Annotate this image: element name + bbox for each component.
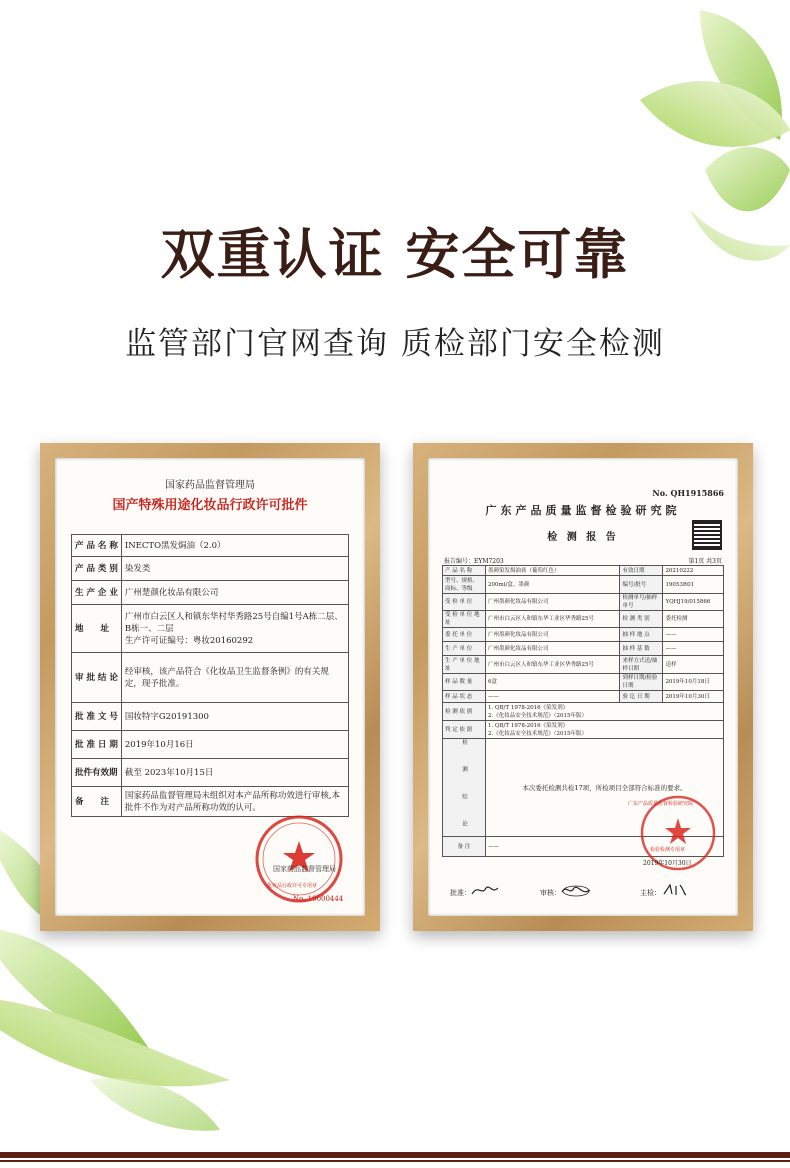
- page-title: 双重认证 安全可靠: [160, 222, 630, 286]
- table-row: [72, 605, 349, 653]
- bottom-divider-thin: [0, 1160, 790, 1162]
- cell: 墨颜染发焗油膏（葡萄红色）: [486, 566, 620, 576]
- page-count: 第1页 共3页: [688, 558, 722, 565]
- table-row: [443, 656, 724, 674]
- cell: 广州墨颜化妆品有限公司: [486, 642, 620, 656]
- row-key: 备 注: [72, 787, 122, 817]
- row-value: 广州楚颜化妆品有限公司: [121, 581, 348, 605]
- certificate-left: [55, 458, 365, 916]
- row-key: 批 准 文 号: [72, 703, 122, 731]
- certificate-right: [428, 458, 738, 916]
- report-title: 检 测 报 告: [547, 532, 619, 543]
- certificate-heading: 国产特殊用途化妆品行政许可批件: [112, 498, 308, 513]
- cell: 受 检 单 位 地址: [443, 611, 486, 628]
- qr-code-icon: [692, 520, 722, 550]
- table-row: [443, 721, 724, 739]
- cell: 委 托 单 位: [443, 628, 486, 642]
- cell: 备 注: [443, 837, 486, 857]
- table-row: [443, 594, 724, 611]
- approve-label: 批准：: [450, 889, 471, 897]
- cell: YQHJ19/015866: [663, 594, 724, 611]
- cell: 有效日期: [620, 566, 663, 576]
- signature-approve: [470, 882, 500, 898]
- cell: 受 检 单 位: [443, 594, 486, 611]
- table-row: [443, 703, 724, 721]
- table-row: [443, 566, 724, 576]
- cell: 抽 样 基 数: [620, 642, 663, 656]
- table-row: [443, 576, 724, 594]
- table-row: [72, 653, 349, 703]
- seal-sub-text: 化妆品行政许可专用章: [267, 883, 318, 889]
- cell: ——: [663, 642, 724, 656]
- certificate-frame-left: [40, 443, 380, 931]
- cell: 20210222: [663, 566, 724, 576]
- table-row: [72, 581, 349, 605]
- cell: 产 品 名 称: [443, 566, 486, 576]
- row-value: 经审核，该产品符合《化妆品卫生监督条例》的有关规定，现予批准。: [121, 653, 348, 703]
- report-number: No. QH1915866: [652, 488, 724, 498]
- cell: 生 产 单 位: [443, 642, 486, 656]
- row-key: 批 准 日 期: [72, 731, 122, 759]
- cell: 送样: [663, 656, 724, 674]
- row-value: 国家药品监督管理局未组织对本产品所称功效进行审核,本批件不作为对产品所称功效的认可。: [121, 787, 348, 817]
- cell: 1. QB/T 1978-2016《染发剂》 2.《化妆品安全技术规范》（2015年版）: [486, 721, 724, 739]
- table-row: [72, 787, 349, 817]
- table-row: [443, 628, 724, 642]
- cell: 样 品 状 态: [443, 691, 486, 703]
- table-row: [72, 731, 349, 759]
- row-value: 2019年10月16日: [121, 731, 348, 759]
- cell: ——: [486, 837, 724, 857]
- table-row: [443, 611, 724, 628]
- cell: 200ml/盒、墨颜: [486, 576, 620, 594]
- table-row: [443, 674, 724, 691]
- cell: 生 产 单 位 地址: [443, 656, 486, 674]
- conclusion-date: 2019年10月30日: [643, 860, 692, 867]
- table-row: [72, 535, 349, 557]
- row-value: INECTO黑发焗油（2.0）: [121, 535, 348, 557]
- cell: 检 测 结 论: [443, 739, 486, 837]
- cell: 6盒: [486, 674, 620, 691]
- agency-name: 国家药品监督管理局: [165, 480, 255, 491]
- cell: 到样日期/检验日期: [620, 674, 663, 691]
- cell: 抽 样 地 点: [620, 628, 663, 642]
- cell: 样 品 数 量: [443, 674, 486, 691]
- cell: 检 测 依 据: [443, 703, 486, 721]
- row-key: 产 品 名 称: [72, 535, 122, 557]
- cell: 判 定 依 据: [443, 721, 486, 739]
- cell: 1. QB/T 1978-2016《染发剂》 2.《化妆品安全技术规范》（2015年版）: [486, 703, 724, 721]
- table-row: [72, 557, 349, 581]
- inspect-label: 主检：: [640, 889, 661, 897]
- cell: 广州墨颜化妆品有限公司: [486, 628, 620, 642]
- row-value: 国妆特字G20191300: [121, 703, 348, 731]
- row-value: 染发类: [121, 557, 348, 581]
- table-row: [72, 703, 349, 731]
- row-key: 地 址: [72, 605, 122, 653]
- cell: 检 测 类 别: [620, 611, 663, 628]
- bottom-divider: [0, 1152, 790, 1158]
- cell: 来样方式送/抽样日期: [620, 656, 663, 674]
- review-label: 审核：: [540, 889, 561, 897]
- cell: 2019年10月30日: [663, 691, 724, 703]
- row-value: 广州市白云区人和镇东华村华秀路25号自编1号A栋二层、B栋一、二层 生产许可证编号：粤妆20160292: [121, 605, 348, 653]
- cell: 本次委托检测共检17项，所检项目全部符合标准的要求。: [486, 739, 724, 837]
- seal-sub-text: 检验检测专用章: [650, 847, 686, 853]
- cell: 2019年10月18日: [663, 674, 724, 691]
- cell: 编号/批号: [620, 576, 663, 594]
- cell: 19053R01: [663, 576, 724, 594]
- cell: 委托检测: [663, 611, 724, 628]
- report-code: 报告编号：EYM7203: [444, 558, 504, 565]
- cell: ——: [486, 691, 620, 703]
- institute-name: 广东产品质量监督检验研究院: [485, 504, 681, 517]
- seal-institute-text: 广东产品质量监督检验研究院: [628, 801, 694, 807]
- table-row: [72, 759, 349, 787]
- certificate-frame-right: [413, 443, 753, 931]
- table-row: [443, 642, 724, 656]
- cell: 广州市白云区人和镇东华工业区华秀路25号: [486, 611, 620, 628]
- cell: 广州市白云区人和镇东华工业区华秀路25号: [486, 656, 620, 674]
- certificate-number: No. 19000444: [293, 895, 344, 903]
- cell: 广州墨颜化妆品有限公司: [486, 594, 620, 611]
- row-key: 生 产 企 业: [72, 581, 122, 605]
- approval-table: [71, 534, 349, 817]
- signature-inspect: [662, 882, 688, 898]
- leaf-bottom-left-4: [90, 1078, 220, 1131]
- official-seal-left: [253, 813, 345, 905]
- row-key: 审 批 结 论: [72, 653, 122, 703]
- row-key: 批件有效期: [72, 759, 122, 787]
- row-value: 截至 2023年10月15日: [121, 759, 348, 787]
- table-row: [443, 691, 724, 703]
- seal-agency-text: 国家药品监督管理局: [273, 865, 336, 873]
- row-key: 产 品 类 别: [72, 557, 122, 581]
- page-subtitle: 监管部门官网查询 质检部门安全检测: [125, 326, 665, 362]
- cell: 验 讫 日 期: [620, 691, 663, 703]
- leaf-top-right-3: [705, 147, 790, 211]
- cell: 检测单号/抽样单号: [620, 594, 663, 611]
- cell: ——: [663, 628, 724, 642]
- cell: 型号、规格、商标、等级: [443, 576, 486, 594]
- signature-review: [560, 882, 592, 898]
